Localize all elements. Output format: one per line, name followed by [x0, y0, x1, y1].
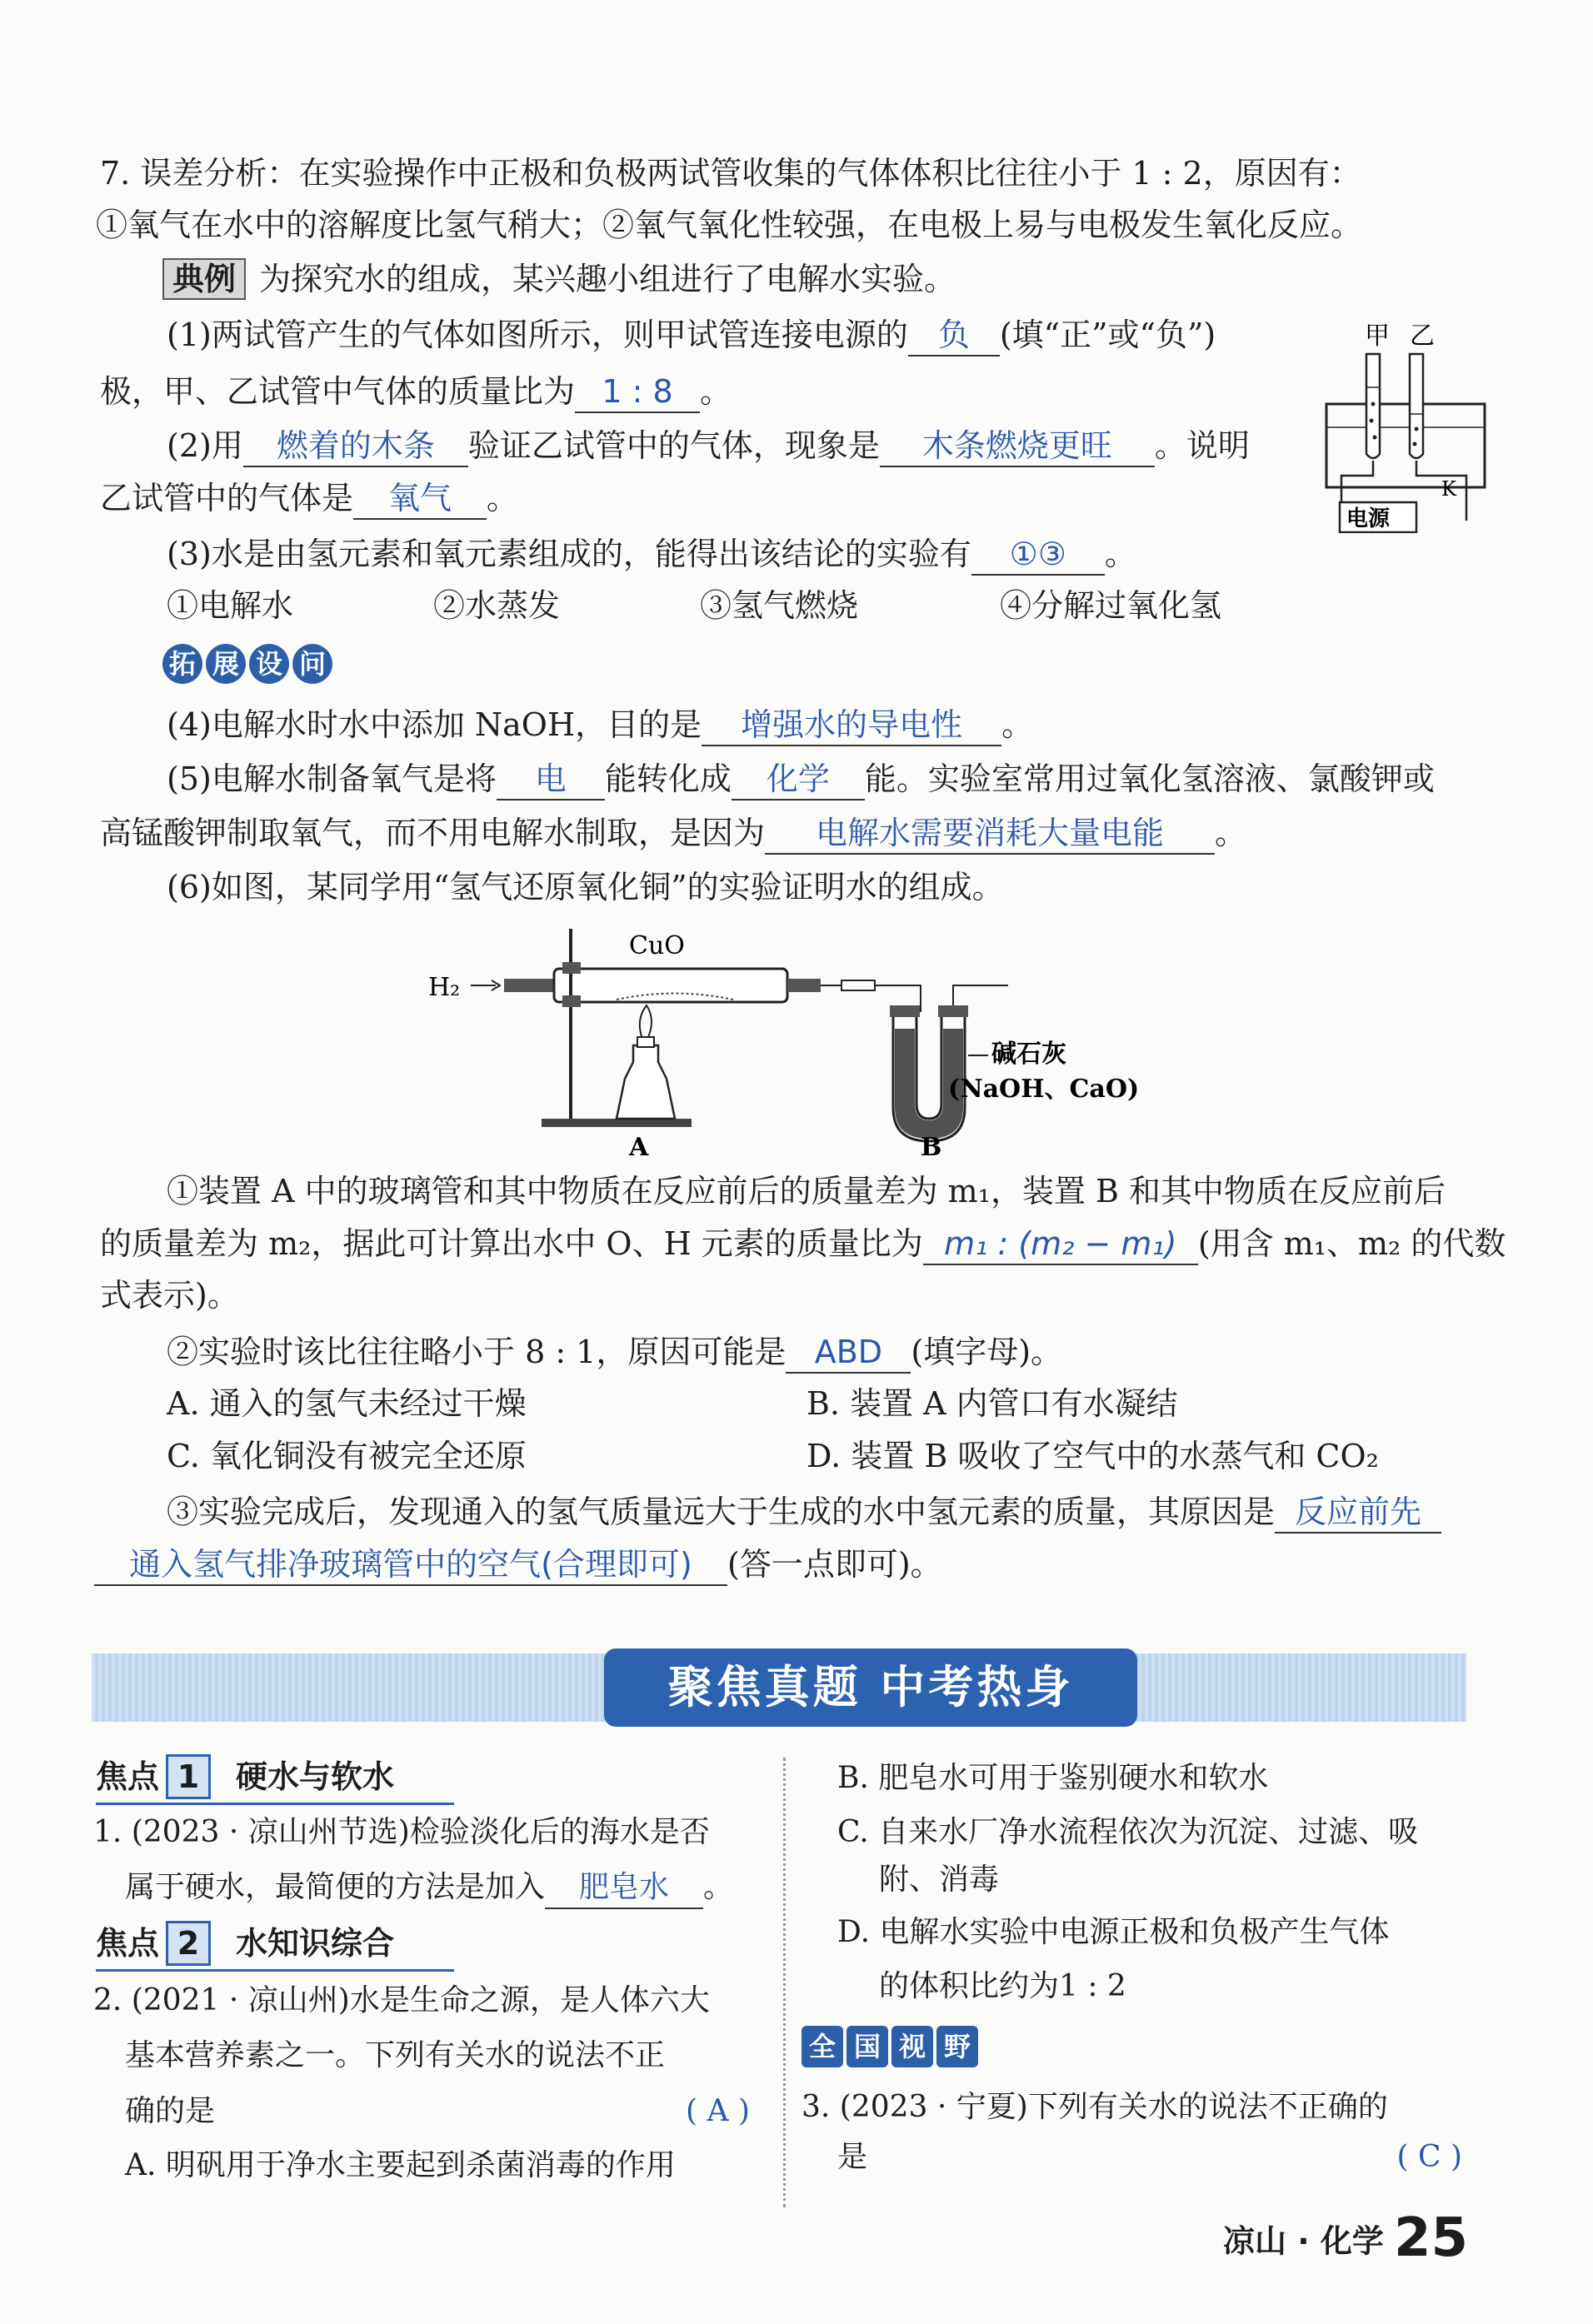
answer-q2-2: 木条燃烧更旺 [880, 426, 1155, 467]
p3-line1: 3. (2023 · 宁夏)下列有关水的说法不正确的 [801, 2090, 1388, 2124]
example-tag: 典例 [162, 258, 246, 300]
sec7-line2: ①氧气在水中的溶解度比氢气稍大；②氧气氧化性较强，在电极上易与电极发生氧化反应。 [96, 207, 1363, 243]
extend-header: 拓 展 设 问 [162, 637, 336, 687]
answer-s3-part2: 通入氢气排净玻璃管中的空气(合理即可) [94, 1544, 727, 1586]
p2-option-d-line1: D. 电解水实验中电源正极和负极产生气体 [837, 1915, 1390, 1949]
q3-option-4: ④分解过氧化氢 [1000, 587, 1222, 624]
s3-line2: 通入氢气排净玻璃管中的空气(合理即可) (答一点即可)。 [94, 1539, 942, 1589]
p2-option-d-line2: 的体积比约为1 : 2 [879, 1969, 1126, 2003]
power-supply-label: 电源 [1346, 506, 1391, 531]
answer-s3-part1: 反应前先 [1275, 1492, 1441, 1534]
banner-title: 聚焦真题 中考热身 [604, 1648, 1137, 1727]
tube-yi-label: 乙 [1410, 322, 1435, 351]
focus-2-heading: 焦点 2 水知识综合 [96, 1920, 394, 1967]
s2-line: ②实验时该比往往略小于 8 : 1，原因可能是 ABD (填字母)。 [167, 1327, 1062, 1377]
q6-line: (6)如图，某同学用“氢气还原氧化铜”的实验证明水的组成。 [167, 869, 1004, 905]
focus-1-heading: 焦点 1 硬水与软水 [96, 1753, 394, 1800]
example-intro: 典例 为探究水的组成，某兴趣小组进行了电解水实验。 [162, 254, 956, 304]
answer-s1: m₁ : (m₂ − m₁) [923, 1224, 1198, 1265]
page-footer [1223, 2207, 1468, 2269]
answer-q1-2: 1 : 8 [575, 372, 700, 413]
p2-line1: 2. (2021 · 凉山州)水是生命之源，是人体六大 [93, 1983, 710, 2017]
q5-line2: 高锰酸钾制取氧气，而不用电解水制取，是因为 电解水需要消耗大量电能 。 [100, 808, 1246, 858]
device-b-label: B [921, 1133, 942, 1162]
answer-q5-1: 电 [497, 759, 605, 800]
tube-jia-label: 甲 [1365, 322, 1390, 351]
q3-option-1: ①电解水 [167, 587, 294, 624]
s1-line1: ①装置 A 中的玻璃管和其中物质在反应前后的质量差为 m₁，装置 B 和其中物质在反应前后 [167, 1173, 1446, 1209]
answer-q2-3: 氧气 [353, 478, 487, 520]
footer-label: 凉山 · 化学 [1223, 2222, 1384, 2260]
focus-1-rule [96, 1803, 454, 1805]
national-header: 全 国 视 野 [801, 2020, 981, 2070]
cuo-label: CuO [629, 931, 685, 960]
answer-q5-3: 电解水需要消耗大量电能 [765, 813, 1215, 855]
q5-line1: (5)电解水制备氧气是将 电 能转化成 化学 能。实验室常用过氧化氢溶液、氯酸钾或 [167, 754, 1435, 804]
answer-q4: 增强水的导电性 [702, 705, 1001, 746]
answer-q3: ①③ [971, 534, 1105, 576]
device-a-label: A [629, 1133, 649, 1162]
p1-line1: 1. (2023 · 凉山州节选)检验淡化后的海水是否 [93, 1815, 710, 1849]
answer-q5-2: 化学 [732, 759, 865, 800]
answer-p3: ( C ) [1396, 2140, 1462, 2174]
answer-q2-1: 燃着的木条 [243, 426, 468, 467]
s2-option-c: C. 氧化铜没有被完全还原 [167, 1438, 527, 1474]
page-number: 25 [1393, 2207, 1468, 2269]
answer-p2: ( A ) [686, 2094, 750, 2128]
p1-line2: 属于硬水，最简便的方法是加入 肥皂水 。 [125, 1863, 733, 1913]
answer-s2: ABD [786, 1332, 911, 1374]
q2-line1: (2)用 燃着的木条 验证乙试管中的气体，现象是 木条燃烧更旺 。说明 [167, 421, 1250, 471]
q3-option-2: ②水蒸发 [433, 587, 561, 624]
q3-line: (3)水是由氢元素和氧元素组成的，能得出该结论的实验有 ①③ 。 [167, 529, 1136, 579]
switch-k-label: K [1441, 477, 1456, 501]
p3-line2: 是 ( C ) [837, 2132, 1462, 2182]
answer-q1-1: 负 [908, 315, 1000, 357]
s1-line2: 的质量差为 m₂，据此可计算出水中 O、H 元素的质量比为 m₁ : (m₂ − m₁) (用含 m₁、m₂ 的代数 [100, 1219, 1506, 1269]
s2-option-a: A. 通入的氢气未经过干燥 [167, 1385, 527, 1422]
s3-line1: ③实验完成后，发现通入的氢气质量远大于生成的水中氢元素的质量，其原因是 反应前先 [167, 1487, 1441, 1537]
s1-line3: 式表示)。 [100, 1277, 239, 1314]
column-divider [783, 1758, 786, 2207]
q1-line1: (1)两试管产生的气体如图所示，则甲试管连接电源的 负 (填“正”或“负”) [167, 310, 1216, 360]
soda-lime-label: 碱石灰 [991, 1040, 1066, 1069]
answer-p1: 肥皂水 [545, 1868, 703, 1909]
p2-option-b: B. 肥皂水可用于鉴别硬水和软水 [837, 1761, 1269, 1795]
section-banner [92, 1653, 1466, 1722]
p2-option-c-line1: C. 自来水厂净水流程依次为沉淀、过滤、吸 [837, 1815, 1419, 1849]
q4-line: (4)电解水时水中添加 NaOH，目的是 增强水的导电性 。 [167, 700, 1033, 750]
s2-option-d: D. 装置 B 吸收了空气中的水蒸气和 CO₂ [806, 1438, 1379, 1474]
q1-line2: 极，甲、乙试管中气体的质量比为 1 : 8 。 [100, 367, 732, 416]
q3-option-3: ③氢气燃烧 [700, 587, 859, 624]
h2-label: H₂ [428, 973, 461, 1002]
electrolysis-apparatus-figure [1316, 312, 1491, 533]
p2-line2: 基本营养素之一。下列有关水的说法不正 [125, 2038, 666, 2072]
q2-line2: 乙试管中的气体是 氧气 。 [100, 473, 518, 523]
s2-option-b: B. 装置 A 内管口有水凝结 [806, 1385, 1178, 1422]
focus-2-rule [96, 1969, 454, 1972]
p2-line3: 确的是 ( A ) [125, 2087, 750, 2137]
hydrogen-reduction-apparatus-figure [425, 912, 1175, 1162]
p2-option-a: A. 明矾用于净水主要起到杀菌消毒的作用 [125, 2148, 676, 2182]
p2-option-c-line2: 附、消毒 [879, 1863, 1000, 1897]
sec7-line1: 7. 误差分析：在实验操作中正极和负极两试管收集的气体体积比往往小于 1 : 2，原因有： [100, 155, 1361, 192]
soda-lime-composition: (NaOH、CaO) [948, 1075, 1140, 1104]
